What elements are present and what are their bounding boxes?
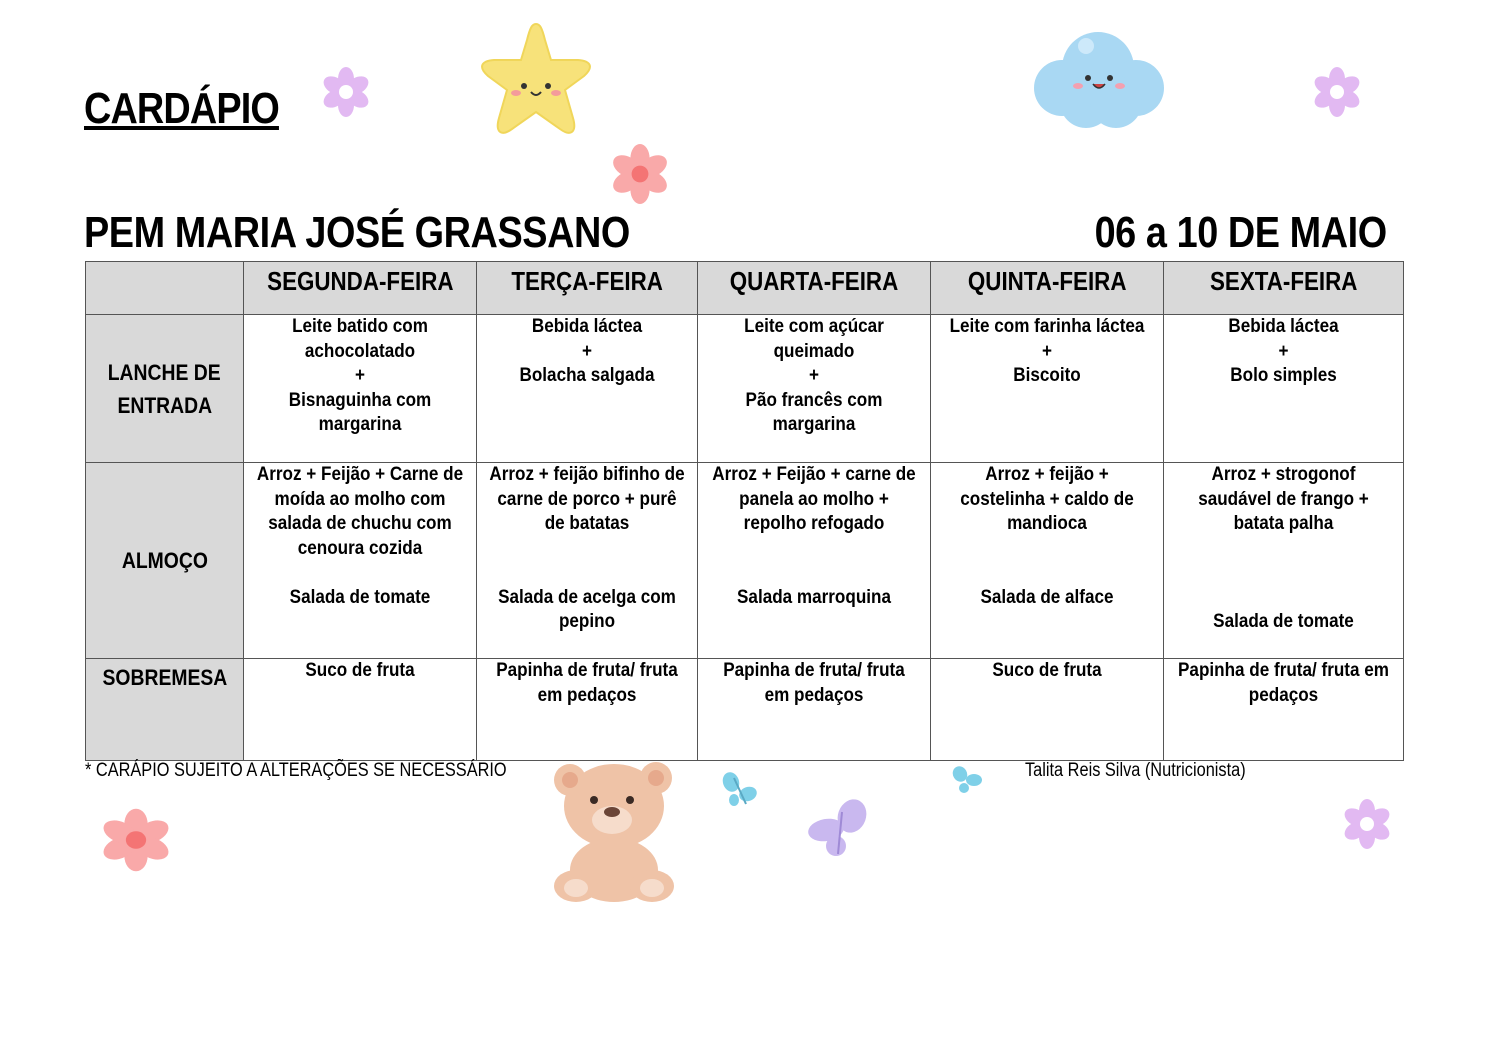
menu-line: em pedaços bbox=[764, 684, 864, 706]
menu-cell bbox=[931, 315, 1164, 463]
menu-line: moída ao molho com bbox=[274, 488, 446, 510]
row-label-line: LANCHE DE bbox=[108, 359, 221, 385]
day-label: SEGUNDA-FEIRA bbox=[266, 266, 454, 296]
day-header-friday bbox=[1164, 262, 1404, 315]
menu-line: Papinha de fruta/ fruta bbox=[496, 660, 678, 681]
menu-cell bbox=[244, 315, 477, 463]
flower-center bbox=[1360, 817, 1374, 831]
row-label-almoco bbox=[86, 463, 244, 659]
row-label-lanche bbox=[86, 315, 244, 463]
line-gap bbox=[1176, 561, 1391, 586]
flower-lilac-icon bbox=[320, 66, 372, 118]
butterfly-icon bbox=[806, 798, 872, 860]
school-name: PEM MARIA JOSÉ GRASSANO bbox=[84, 208, 630, 257]
menu-line: + bbox=[1041, 340, 1052, 362]
menu-cell bbox=[1164, 659, 1404, 761]
row-label-line: SOBREMESA bbox=[102, 665, 227, 690]
menu-cell bbox=[698, 315, 931, 463]
header-row bbox=[86, 262, 1404, 315]
menu-line: cenoura cozida bbox=[297, 537, 423, 559]
cloud-icon bbox=[1028, 26, 1168, 130]
menu-line: + bbox=[354, 365, 365, 386]
day-label: SEXTA-FEIRA bbox=[1209, 266, 1358, 296]
teddy-bear-icon bbox=[548, 758, 684, 904]
day-label: QUARTA-FEIRA bbox=[729, 266, 899, 296]
menu-cell bbox=[698, 659, 931, 761]
menu-line: panela ao molho + bbox=[739, 488, 889, 510]
line-gap bbox=[488, 561, 686, 586]
menu-line: Pão francês com bbox=[745, 389, 883, 411]
menu-line: Bolo simples bbox=[1230, 365, 1337, 386]
menu-line: Arroz + feijão + bbox=[985, 464, 1109, 485]
menu-line: Bolacha salgada bbox=[519, 365, 655, 386]
menu-line: Suco de fruta bbox=[992, 660, 1102, 681]
line-gap bbox=[256, 561, 465, 586]
menu-table bbox=[85, 261, 1404, 761]
nutritionist-signature: Talita Reis Silva (Nutricionista) bbox=[1025, 760, 1246, 781]
menu-line: Leite batido com bbox=[292, 316, 428, 337]
line-gap bbox=[1176, 586, 1391, 611]
flower-center bbox=[339, 85, 353, 99]
menu-cell bbox=[1164, 463, 1404, 659]
week-range: 06 a 10 DE MAIO bbox=[1094, 208, 1387, 257]
menu-line: de batatas bbox=[544, 513, 630, 534]
row-lanche bbox=[86, 315, 1404, 463]
page-title: CARDÁPIO bbox=[84, 84, 279, 133]
flower-center bbox=[126, 831, 146, 849]
flower-lilac-icon bbox=[1311, 66, 1363, 118]
menu-line: Bebida láctea bbox=[1228, 316, 1339, 337]
menu-line: Arroz + strogonof bbox=[1211, 464, 1356, 485]
menu-line: em pedaços bbox=[537, 684, 637, 706]
line-gap bbox=[710, 537, 919, 562]
menu-line: margarina bbox=[318, 414, 402, 435]
menu-line: pedaços bbox=[1248, 684, 1319, 706]
menu-line: Salada de alface bbox=[980, 586, 1114, 608]
line-gap bbox=[1176, 537, 1391, 562]
menu-line: pepino bbox=[558, 611, 616, 632]
menu-line: Biscoito bbox=[1013, 365, 1081, 386]
flower-pink-icon bbox=[608, 142, 672, 206]
flower-center bbox=[632, 166, 649, 183]
flower-pink-icon bbox=[92, 806, 180, 874]
menu-line: costelinha + caldo de bbox=[960, 488, 1134, 510]
menu-line: Bisnaguinha com bbox=[288, 389, 432, 411]
menu-line: Salada de acelga com bbox=[498, 586, 676, 608]
menu-line: Arroz + feijão bifinho de bbox=[489, 464, 685, 485]
menu-line: + bbox=[1278, 340, 1289, 362]
menu-line: Arroz + Feijão + carne de bbox=[712, 464, 916, 485]
menu-line: Papinha de fruta/ fruta bbox=[723, 660, 905, 681]
menu-line: batata palha bbox=[1233, 513, 1334, 534]
menu-line: Bebida láctea bbox=[531, 316, 643, 337]
menu-line: + bbox=[581, 340, 592, 362]
day-header-thursday bbox=[931, 262, 1164, 315]
menu-cell bbox=[931, 463, 1164, 659]
menu-line: queimado bbox=[773, 340, 855, 362]
butterfly-icon bbox=[950, 764, 984, 796]
day-label: QUINTA-FEIRA bbox=[967, 266, 1127, 296]
menu-line: Suco de fruta bbox=[305, 660, 415, 681]
day-header-monday bbox=[244, 262, 477, 315]
corner-cell bbox=[86, 262, 244, 315]
row-sobremesa bbox=[86, 659, 1404, 761]
footnote: * CARÁPIO SUJEITO A ALTERAÇÕES SE NECESSÁRIO bbox=[85, 760, 507, 781]
menu-line: Leite com farinha láctea bbox=[949, 316, 1145, 337]
star-icon bbox=[474, 18, 598, 142]
menu-line: carne de porco + purê bbox=[497, 488, 677, 510]
row-label-line: ENTRADA bbox=[117, 392, 212, 418]
line-gap bbox=[943, 561, 1152, 586]
line-gap bbox=[710, 561, 919, 586]
menu-line: repolho refogado bbox=[743, 513, 885, 534]
flower-center bbox=[1330, 85, 1344, 99]
day-header-tuesday bbox=[477, 262, 698, 315]
menu-line: salada de chuchu com bbox=[268, 513, 452, 534]
menu-line: mandioca bbox=[1007, 513, 1087, 534]
line-gap bbox=[488, 537, 686, 562]
menu-line: Salada marroquina bbox=[737, 586, 891, 608]
menu-cell bbox=[698, 463, 931, 659]
row-almoco bbox=[86, 463, 1404, 659]
menu-line: achocolatado bbox=[304, 340, 416, 362]
menu-line: Salada de tomate bbox=[289, 586, 431, 608]
menu-line: Salada de tomate bbox=[1213, 611, 1354, 632]
menu-cell bbox=[1164, 315, 1404, 463]
menu-line: Arroz + Feijão + Carne de bbox=[256, 464, 464, 485]
row-label-line: ALMOÇO bbox=[121, 548, 208, 573]
menu-cell bbox=[477, 315, 698, 463]
menu-line: + bbox=[808, 365, 819, 386]
menu-line: margarina bbox=[772, 414, 856, 435]
row-label-sobremesa bbox=[86, 659, 244, 761]
menu-cell bbox=[244, 463, 477, 659]
butterfly-icon bbox=[720, 770, 760, 810]
menu-cell bbox=[477, 463, 698, 659]
line-gap bbox=[943, 537, 1152, 562]
menu-cell bbox=[244, 659, 477, 761]
flower-lilac-icon bbox=[1341, 798, 1393, 850]
menu-cell bbox=[477, 659, 698, 761]
menu-line: saudável de frango + bbox=[1198, 488, 1369, 510]
menu-line: Papinha de fruta/ fruta em bbox=[1178, 660, 1389, 681]
day-label: TERÇA-FEIRA bbox=[511, 266, 663, 296]
day-header-wednesday bbox=[698, 262, 931, 315]
menu-line: Leite com açúcar bbox=[744, 316, 884, 337]
menu-cell bbox=[931, 659, 1164, 761]
